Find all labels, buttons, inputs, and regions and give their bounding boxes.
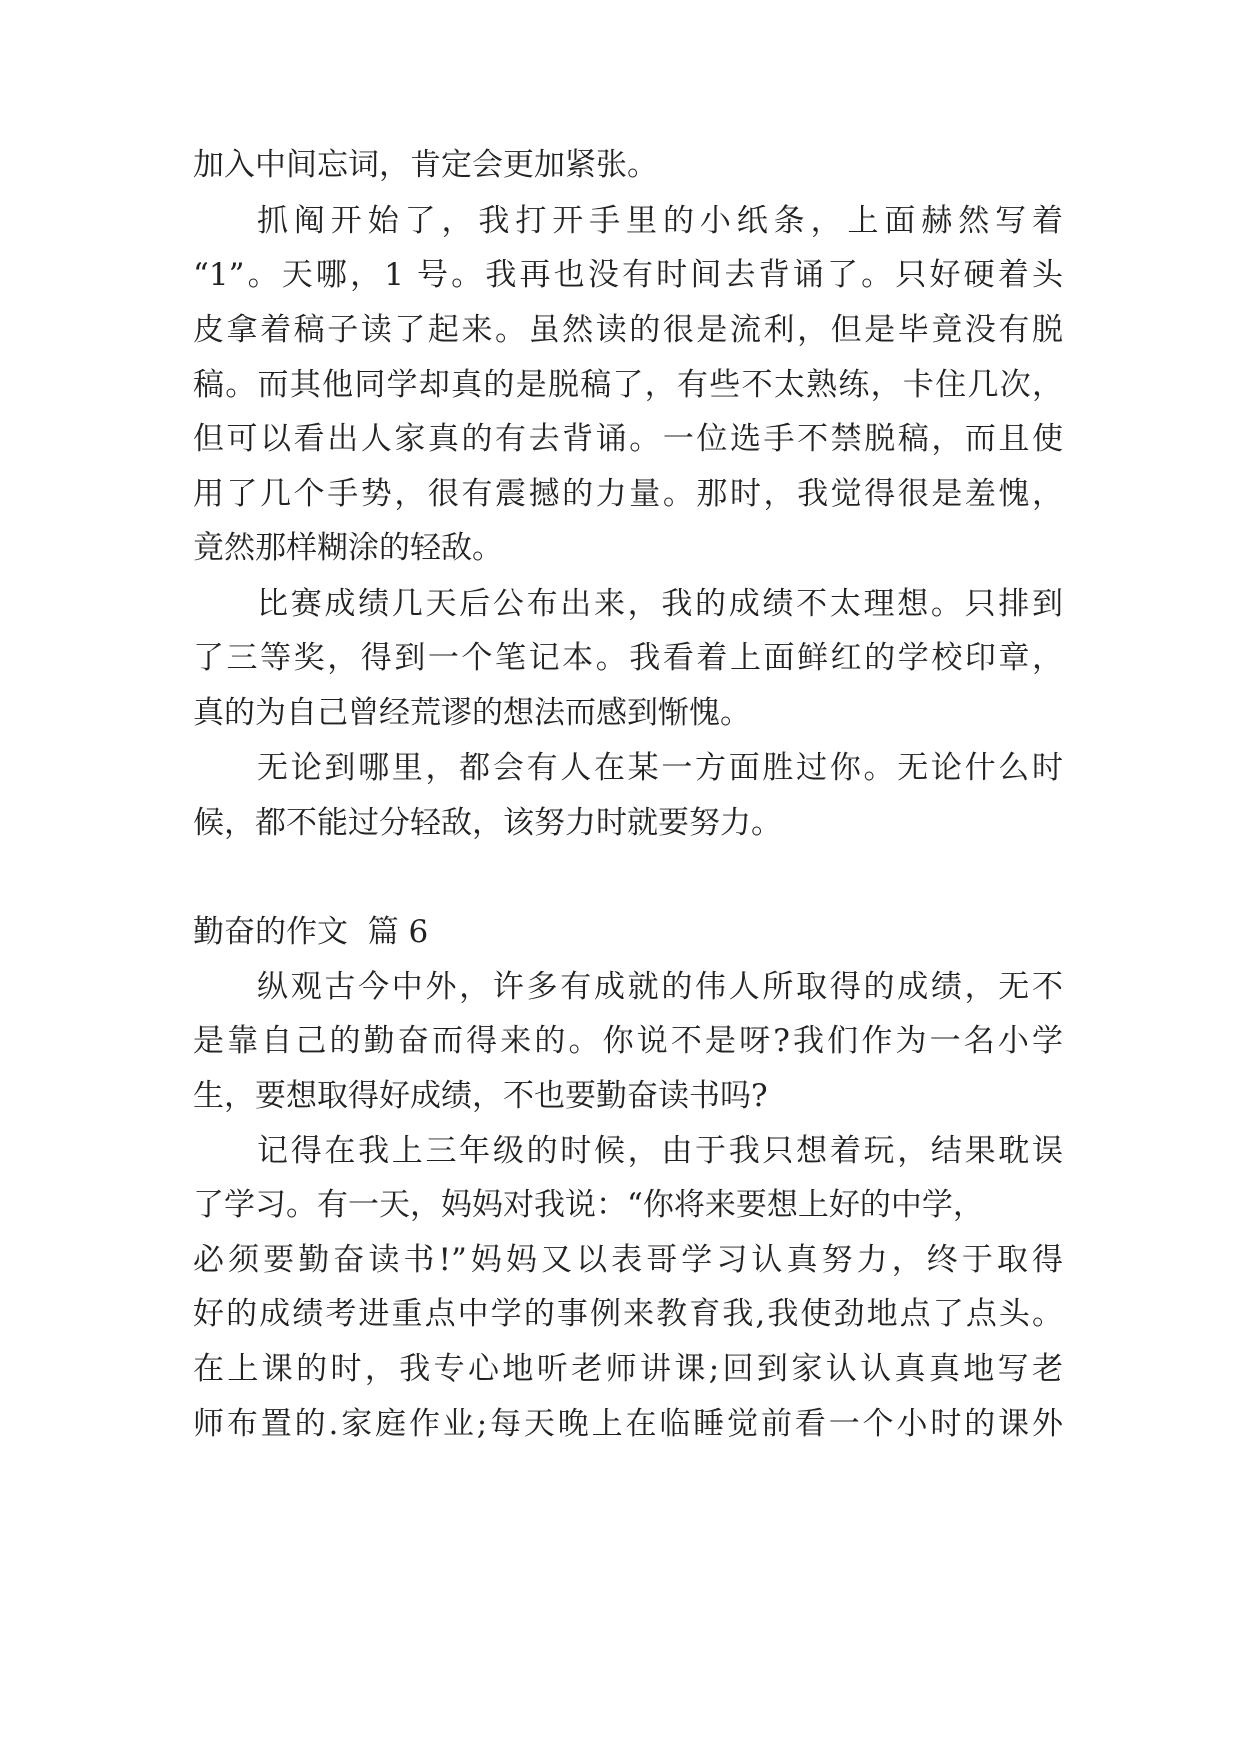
section-heading: 勤奋的作文 篇 6: [193, 914, 429, 950]
text-line: 稿。而其他同学却真的是脱稿了，有些不太熟练，卡住几次，: [193, 367, 1063, 403]
text-line: 抓阄开始了，我打开手里的小纸条，上面赫然写着: [257, 203, 1063, 239]
text-line: 真的为自己曾经荒谬的想法而感到惭愧。: [193, 695, 751, 731]
text-line: 候，都不能过分轻敌，该努力时就要努力。: [193, 805, 782, 841]
text-line: 了学习。有一天，妈妈对我说：“你将来要想上好的中学，: [193, 1187, 984, 1223]
text-line: 无论到哪里，都会有人在某一方面胜过你。无论什么时: [257, 750, 1063, 786]
text-line: 竟然那样糊涂的轻敌。: [193, 530, 503, 566]
text-line: 皮拿着稿子读了起来。虽然读的很是流利，但是毕竟没有脱: [193, 312, 1063, 348]
text-line: 纵观古今中外，许多有成就的伟人所取得的成绩，无不: [257, 969, 1063, 1005]
text-line: 加入中间忘词，肯定会更加紧张。: [193, 147, 658, 183]
text-line: 记得在我上三年级的时候，由于我只想着玩，结果耽误: [257, 1133, 1063, 1169]
text-line: 师布置的.家庭作业;每天晚上在临睡觉前看一个小时的课外: [193, 1406, 1063, 1442]
text-line: 但可以看出人家真的有去背诵。一位选手不禁脱稿，而且使: [193, 421, 1063, 457]
text-line: 用了几个手势，很有震撼的力量。那时，我觉得很是羞愧，: [193, 476, 1063, 512]
text-line: 是靠自己的勤奋而得来的。你说不是呀?我们作为一名小学: [193, 1023, 1063, 1059]
text-line: 好的成绩考进重点中学的事例来教育我,我使劲地点了点头。: [193, 1296, 1063, 1332]
text-line: “1”。天哪，1 号。我再也没有时间去背诵了。只好硬着头: [193, 257, 1063, 293]
text-line: 必须要勤奋读书!”妈妈又以表哥学习认真努力，终于取得: [193, 1242, 1063, 1278]
text-line: 比赛成绩几天后公布出来，我的成绩不太理想。只排到: [257, 586, 1063, 622]
text-line: 了三等奖，得到一个笔记本。我看着上面鲜红的学校印章，: [193, 640, 1063, 676]
text-line: 生，要想取得好成绩，不也要勤奋读书吗?: [193, 1078, 768, 1114]
text-line: 在上课的时，我专心地听老师讲课;回到家认认真真地写老: [193, 1351, 1063, 1387]
